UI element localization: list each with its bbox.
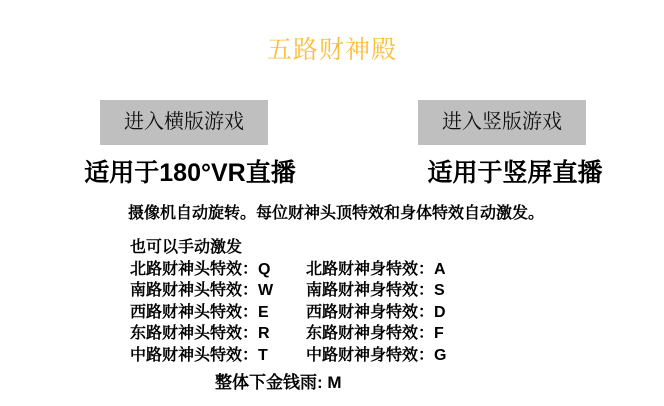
center-body-effect-shortcut: 中路财神身特效：G (306, 346, 447, 364)
shortcut-row-north (130, 259, 446, 281)
south-body-effect-shortcut: 南路财神身特效：S (306, 282, 445, 299)
shortcut-row-south (130, 280, 446, 302)
north-body-effect-shortcut: 北路财神身特效：A (306, 260, 446, 278)
shortcut-list (130, 237, 446, 366)
shortcut-row-west (130, 302, 446, 324)
west-body-effect-shortcut: 西路财神身特效：D (306, 303, 446, 321)
center-head-effect-shortcut: 中路财神头特效：T (130, 346, 268, 364)
shortcut-row-center (130, 345, 446, 367)
auto-trigger-description: 摄像机自动旋转。每位财神头顶特效和身体特效自动激发。 (128, 205, 545, 222)
enter-portrait-game-button[interactable]: 进入竖版游戏 (418, 100, 586, 145)
east-head-effect-shortcut: 东路财神头特效：R (130, 325, 270, 342)
south-head-effect-shortcut: 南路财神头特效：W (130, 282, 274, 299)
money-rain-shortcut: 整体下金钱雨: M (215, 373, 342, 392)
enter-landscape-game-button[interactable]: 进入横版游戏 (100, 100, 268, 145)
landscape-caption: 适用于180°VR直播 (84, 159, 296, 187)
shortcut-row-east (130, 323, 446, 345)
portrait-caption: 适用于竖屏直播 (427, 159, 603, 187)
west-head-effect-shortcut: 西路财神头特效：E (130, 303, 269, 321)
north-head-effect-shortcut: 北路财神头特效：Q (130, 260, 271, 278)
east-body-effect-shortcut: 东路财神身特效：F (306, 325, 444, 342)
page-title: 五路财神殿 (266, 36, 397, 64)
manual-trigger-heading: 也可以手动激发 (130, 239, 243, 256)
